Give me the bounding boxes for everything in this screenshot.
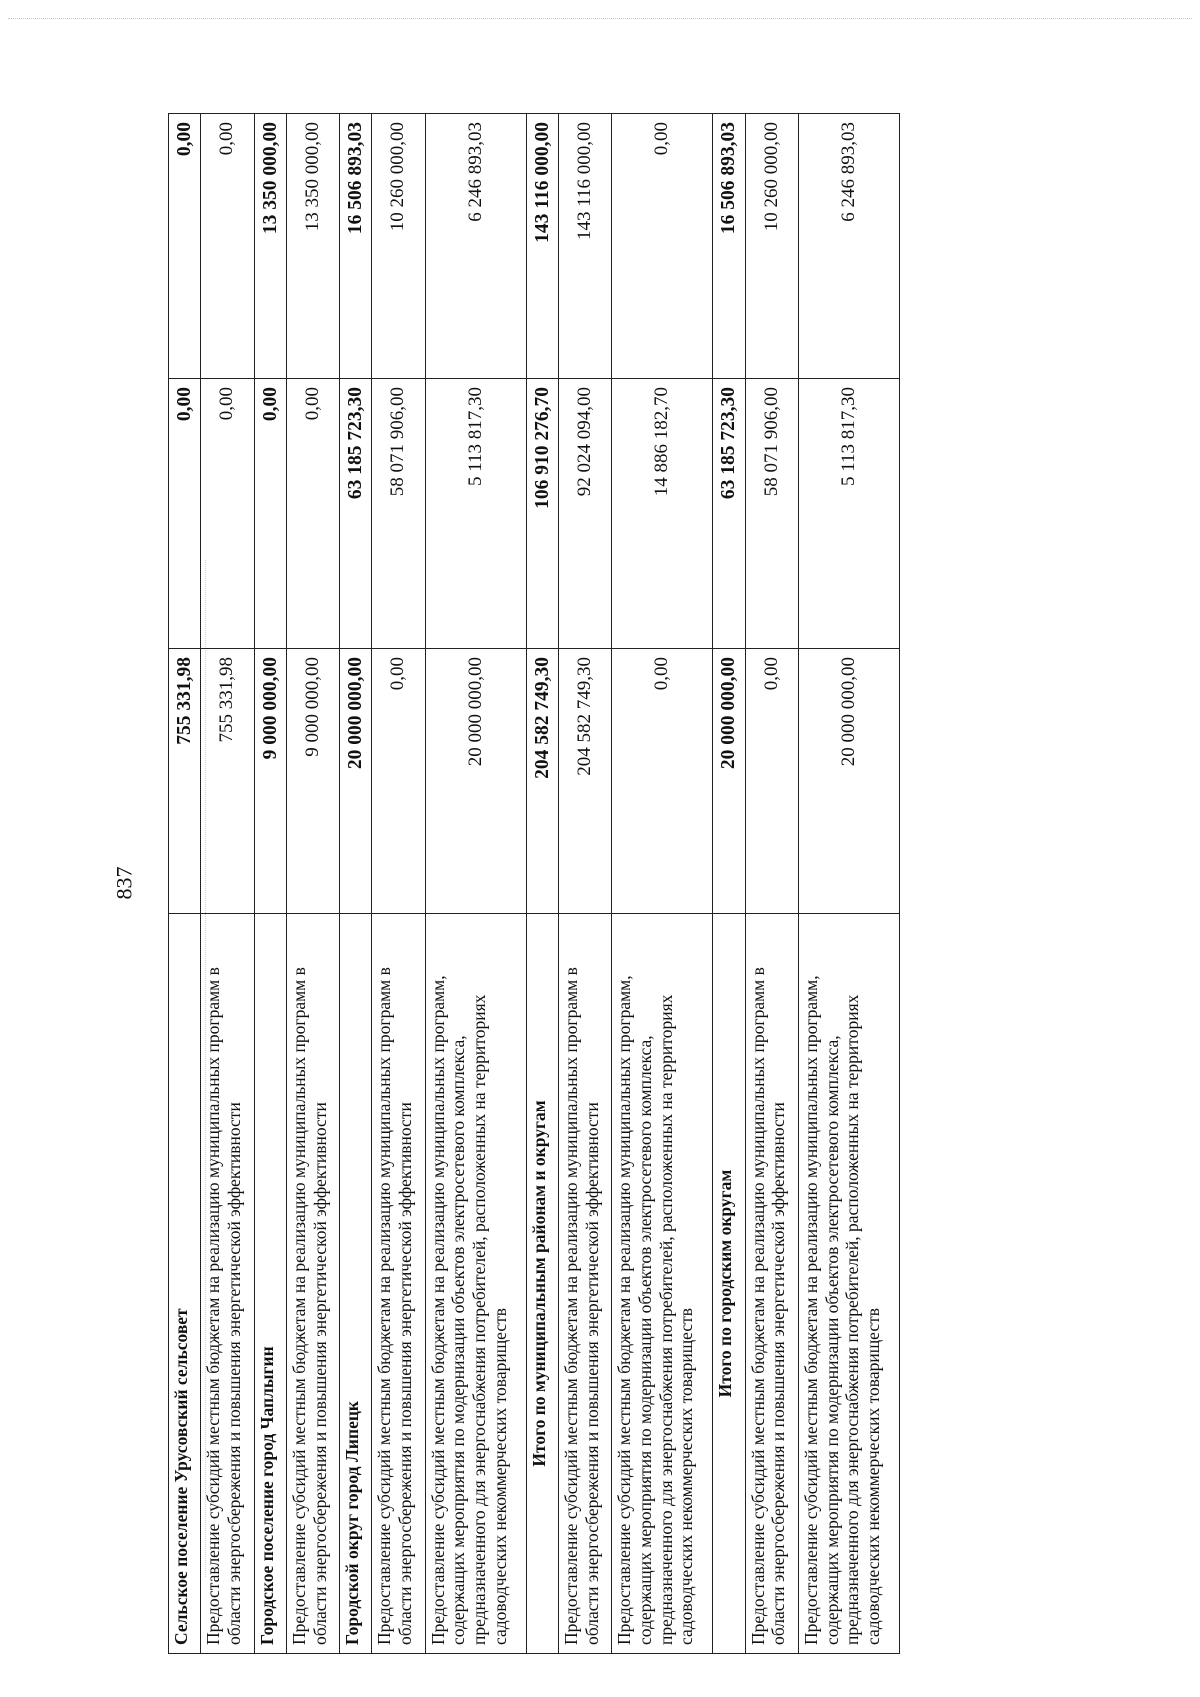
row-value-2: 0,00: [169, 379, 201, 649]
row-value-3: 16 506 893,03: [340, 114, 372, 379]
row-label: Городское поселение город Чаплыгин: [254, 914, 286, 1654]
row-value-1: 204 582 749,30: [559, 649, 612, 914]
row-value-2: 5 113 817,30: [425, 379, 526, 649]
table-row-section: [254, 114, 286, 1654]
row-value-1: 20 000 000,00: [425, 649, 526, 914]
table-row: [559, 114, 612, 1654]
table-row: [286, 114, 339, 1654]
table-row: [372, 114, 425, 1654]
row-value-1: 0,00: [745, 649, 798, 914]
row-value-3: 0,00: [201, 114, 254, 379]
table-row-section: [526, 114, 558, 1654]
row-value-1: 204 582 749,30: [526, 649, 558, 914]
row-label: Итого по муниципальным районам и округам: [526, 914, 558, 1654]
row-label: Сельское поселение Урусовский сельсовет: [169, 914, 201, 1654]
row-value-3: 6 246 893,03: [798, 114, 899, 379]
table-row: [425, 114, 526, 1654]
row-label: Городской округ город Липецк: [340, 914, 372, 1654]
row-label: Предоставление субсидий местным бюджетам на реализацию муниципальных программ в области энергосбережения и повышения энергетической эффективности: [201, 914, 254, 1654]
row-value-3: 13 350 000,00: [254, 114, 286, 379]
budget-table-body: [169, 114, 900, 1654]
table-row-section: [340, 114, 372, 1654]
table-row: [201, 114, 254, 1654]
table-row: [612, 114, 713, 1654]
table-row: [745, 114, 798, 1654]
row-value-2: 5 113 817,30: [798, 379, 899, 649]
row-value-2: 63 185 723,30: [340, 379, 372, 649]
row-value-1: 0,00: [372, 649, 425, 914]
row-value-1: 0,00: [612, 649, 713, 914]
row-value-2: 58 071 906,00: [372, 379, 425, 649]
page-number: 837: [111, 866, 137, 900]
row-label: Предоставление субсидий местным бюджетам на реализацию муниципальных программ, содержащих мероприятия по модернизации объектов электросетевого комплекса, предназначенного для энергоснабжения потребителей, расположенных на территориях садоводческих некоммерческих товариществ: [798, 914, 899, 1654]
row-value-2: 0,00: [286, 379, 339, 649]
budget-table: [168, 113, 900, 1654]
row-value-3: 143 116 000,00: [559, 114, 612, 379]
row-label: Предоставление субсидий местным бюджетам на реализацию муниципальных программ в области энергосбережения и повышения энергетической эффективности: [559, 914, 612, 1654]
row-value-3: 0,00: [169, 114, 201, 379]
table-row-section: [169, 114, 201, 1654]
row-value-1: 755 331,98: [169, 649, 201, 914]
row-label: Итого по городским округам: [713, 914, 745, 1654]
row-value-2: 106 910 276,70: [526, 379, 558, 649]
table-row-section: [713, 114, 745, 1654]
row-value-3: 10 260 000,00: [745, 114, 798, 379]
row-value-1: 20 000 000,00: [798, 649, 899, 914]
row-label: Предоставление субсидий местным бюджетам на реализацию муниципальных программ в области энергосбережения и повышения энергетической эффективности: [372, 914, 425, 1654]
row-value-3: 13 350 000,00: [286, 114, 339, 379]
row-value-1: 9 000 000,00: [254, 649, 286, 914]
row-value-2: 14 886 182,70: [612, 379, 713, 649]
row-value-3: 6 246 893,03: [425, 114, 526, 379]
row-value-1: 20 000 000,00: [340, 649, 372, 914]
row-value-1: 20 000 000,00: [713, 649, 745, 914]
row-value-1: 9 000 000,00: [286, 649, 339, 914]
row-label: Предоставление субсидий местным бюджетам на реализацию муниципальных программ в области энергосбережения и повышения энергетической эффективности: [745, 914, 798, 1654]
row-value-3: 143 116 000,00: [526, 114, 558, 379]
row-label: Предоставление субсидий местным бюджетам на реализацию муниципальных программ, содержащих мероприятия по модернизации объектов электросетевого комплекса, предназначенного для энергоснабжения потребителей, расположенных на территориях садоводческих некоммерческих товариществ: [612, 914, 713, 1654]
row-value-3: 10 260 000,00: [372, 114, 425, 379]
row-value-2: 92 024 094,00: [559, 379, 612, 649]
row-value-3: 16 506 893,03: [713, 114, 745, 379]
row-label: Предоставление субсидий местным бюджетам на реализацию муниципальных программ в области энергосбережения и повышения энергетической эффективности: [286, 914, 339, 1654]
budget-table-container: [168, 114, 900, 1654]
row-value-2: 0,00: [201, 379, 254, 649]
row-value-2: 0,00: [254, 379, 286, 649]
row-value-1: 755 331,98: [201, 649, 254, 914]
table-row: [798, 114, 899, 1654]
row-value-3: 0,00: [612, 114, 713, 379]
row-label: Предоставление субсидий местным бюджетам на реализацию муниципальных программ, содержащих мероприятия по модернизации объектов электросетевого комплекса, предназначенного для энергоснабжения потребителей, расположенных на территориях садоводческих некоммерческих товариществ: [425, 914, 526, 1654]
row-value-2: 63 185 723,30: [713, 379, 745, 649]
row-value-2: 58 071 906,00: [745, 379, 798, 649]
scan-edge-top: [8, 18, 1192, 19]
